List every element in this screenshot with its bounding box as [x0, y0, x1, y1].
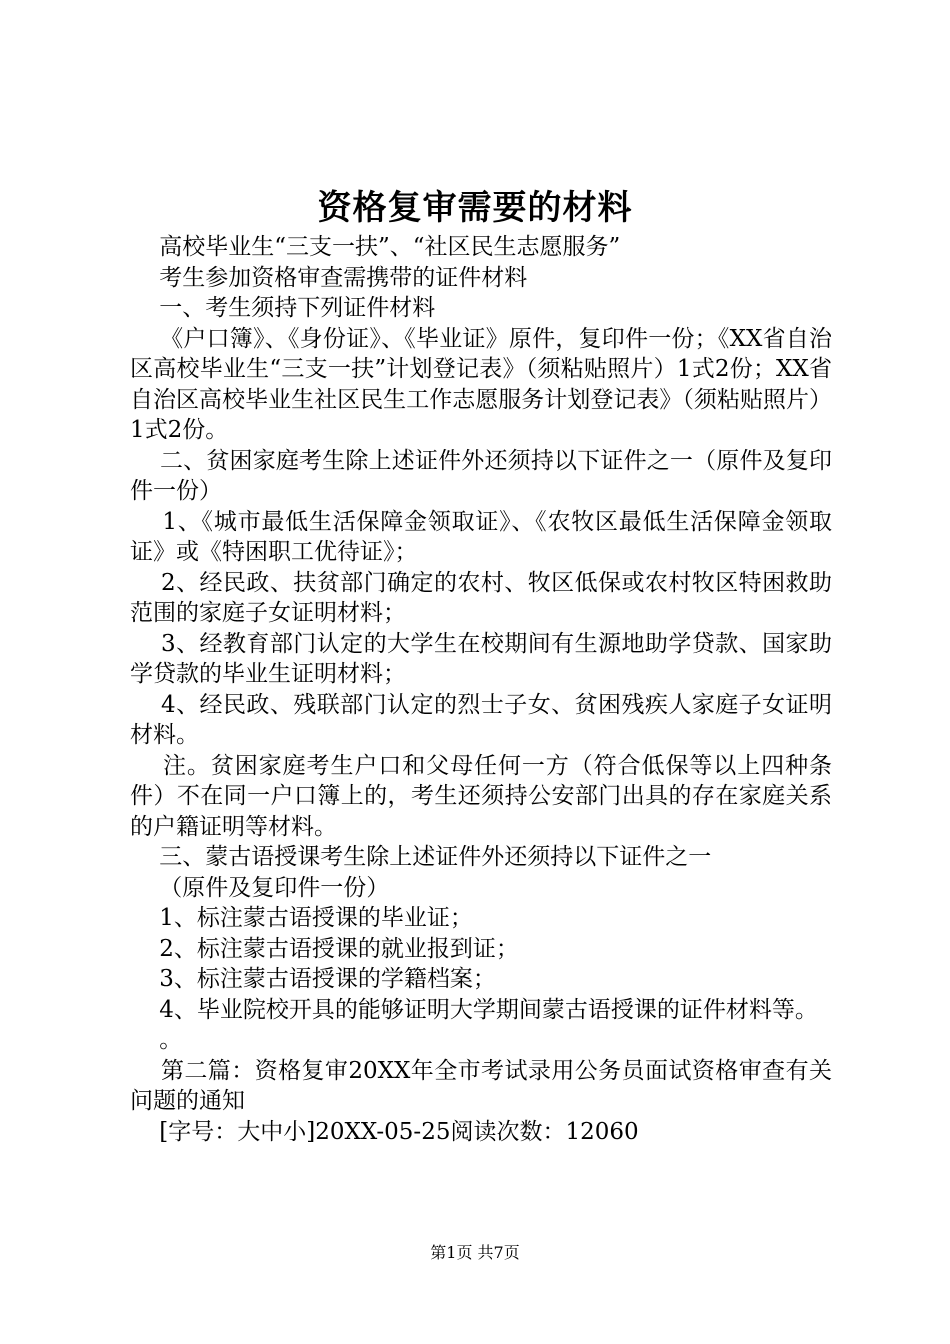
- document-title: 资格复审需要的材料: [317, 188, 633, 228]
- paragraph: 2、经民政、扶贫部门确定的农村、牧区低保或农村牧区特困救助范围的家庭子女证明材料；: [130, 569, 832, 626]
- paragraph: 《户口簿》、《身份证》、《毕业证》原件，复印件一份；《XX省自治区高校毕业生“三支一扶”计划登记表》（须粘贴照片）1式2份；XX省自治区高校毕业生社区民生工作志愿服务计划登记表》（须粘贴照片）1式2份。: [130, 325, 833, 443]
- document-body: [130, 232, 832, 1147]
- paragraph: （原件及复印件一份）: [130, 874, 390, 901]
- paragraph: 高校毕业生“三支一扶”、“社区民生志愿服务”: [130, 234, 621, 260]
- paragraph: 4、毕业院校开具的能够证明大学期间蒙古语授课的证件材料等。: [130, 996, 818, 1023]
- paragraph: 3、经教育部门认定的大学生在校期间有生源地助学贷款、国家助学贷款的毕业生证明材料；: [130, 630, 832, 687]
- paragraph: 2、标注蒙古语授课的就业报到证；: [130, 935, 519, 962]
- paragraph: 4、经民政、残联部门认定的烈士子女、贫困残疾人家庭子女证明材料。: [130, 691, 832, 748]
- paragraph: 1、《城市最低生活保障金领取证》、《农牧区最低生活保障金领取证》或《特困职工优待证》；: [130, 508, 832, 565]
- paragraph: 注。贫困家庭考生户口和父母任何一方（符合低保等以上四种条件）不在同一户口簿上的，考生还须持公安部门出具的存在家庭关系的户籍证明等材料。: [130, 752, 833, 840]
- paragraph: 考生参加资格审查需携带的证件材料: [130, 264, 528, 291]
- paragraph: 一、考生须持下列证件材料: [130, 295, 436, 321]
- paragraph: 二、贫困家庭考生除上述证件外还须持以下证件之一（原件及复印件一份）: [130, 447, 832, 504]
- paragraph: 1、标注蒙古语授课的毕业证；: [130, 905, 473, 931]
- paragraph: 三、蒙古语授课考生除上述证件外还须持以下证件之一: [130, 844, 712, 870]
- paragraph: 第二篇：资格复审20XX年全市考试录用公务员面试资格审查有关问题的通知: [130, 1057, 833, 1114]
- paragraph: [字号：大中小]20XX-05-25阅读次数：12060: [130, 1118, 639, 1145]
- page-indicator: 第1页 共7页: [430, 1243, 520, 1262]
- paragraph: 。: [130, 1027, 183, 1053]
- paragraph: 3、标注蒙古语授课的学籍档案；: [130, 966, 496, 992]
